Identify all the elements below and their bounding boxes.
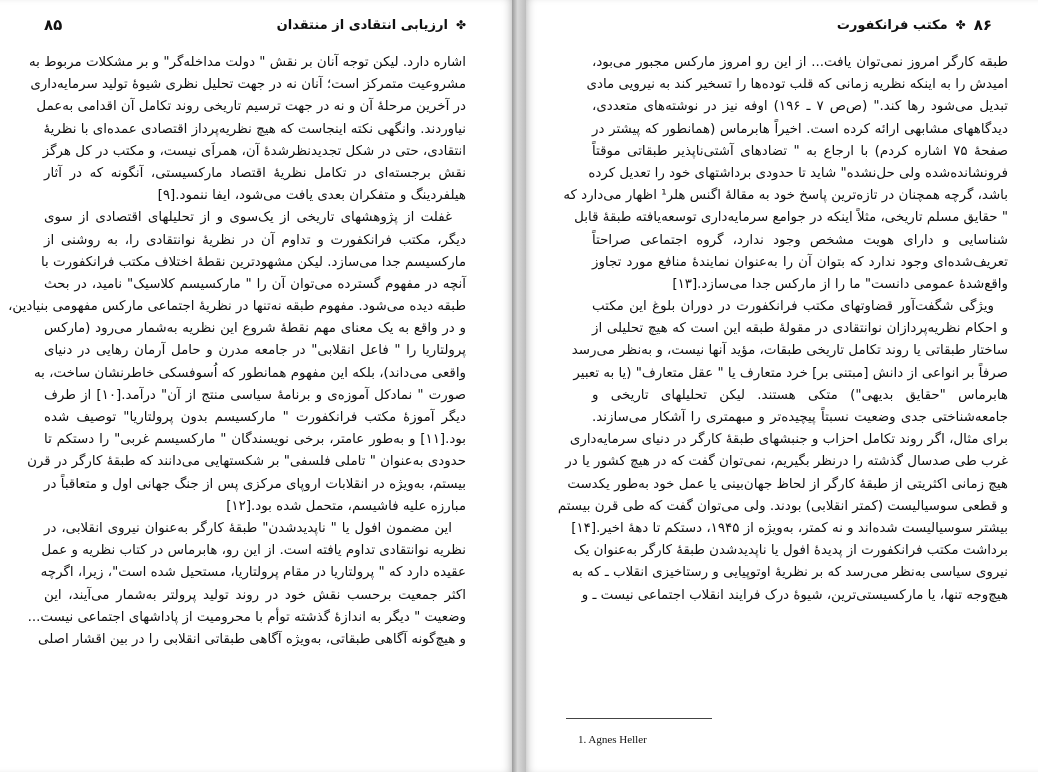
right-running-header <box>570 14 992 36</box>
text-line: صرفاً بر انواعی از دانش [مبتنی بر] خرد متعارف یا " عقل متعارف" (یا به تعبیر <box>573 365 1008 381</box>
running-title: ارزیابی انتقادی از منتقدان <box>276 17 448 33</box>
text-line: مبارزه علیه فاشیسم، متحمل شده بود.[۱۲] <box>226 498 466 514</box>
text-line: هیچ زمانی اکثریتی از طبقهٔ کارگر از لحاظ جهان‌بینی یا عمل خود به‌طور یکدست <box>567 476 1008 492</box>
text-line: طبقه دیده می‌شود. مفهوم طبقه نه‌تنها در نظریهٔ اجتماعی مارکس مفهومی بنیادین، <box>8 299 466 315</box>
text-line: تبدیل می‌شود رها کند." (ص‌ص ۷ ـ ۱۹۶) اوفه نیز در نوشته‌های متعددی، <box>592 99 1008 115</box>
text-line: واقع‌شدهٔ عمومی دانست" ما را از مارکس جدا می‌سازد.[۱۳] <box>672 276 1008 292</box>
text-line: و در واقع به یک معنای مهم نقطهٔ شروع این نظریه به‌شمار می‌رود (مارکس <box>44 321 466 337</box>
left-page <box>0 0 512 772</box>
text-line: باشد، گرچه همچنان در تازه‌ترین پاسخ خود به مقالهٔ اگنس هلر¹ اظهار می‌دارد که <box>563 188 1008 204</box>
text-line: هیلفردینگ و متفکران بعدی یافت می‌شود، ایفا ننمود.[۹] <box>157 188 466 204</box>
text-line: برداشت مکتب فرانکفورت از پدیدهٔ افول یا ناپدیدشدن طبقهٔ کارگر به‌عنوان یک <box>573 543 1008 559</box>
text-line: وضعیت " دیگر به اندازهٔ گذشته توأم با محرومیت از پاداشهای اجتماعی نیست... <box>27 609 466 625</box>
text-line: شناسایی و دارای هویت مشخص وجود ندارد، گروه اجتماعی صراحتاً <box>592 232 1008 248</box>
text-line: مارکسیسم جدا می‌سازد. لیکن مشهودترین نقطهٔ اختلاف مکتب فرانکفورت با <box>40 254 466 270</box>
text-line: حدودی به‌عنوان " تاملی فلسفی" بر شکستهایی می‌دانند که طبقهٔ کارگر در قرن <box>27 454 466 470</box>
text-line: هیچ‌وجه تنها، یا مارکسیستی‌ترین، شیوهٔ درک فرایند انقلاب اجتماعی نیست ـ و <box>581 587 1008 603</box>
text-line: نیروی سیاسی به‌نظر می‌رسد که بر نظریهٔ اوتوپیایی و رستاخیزی انقلاب ـ که به <box>571 565 1008 581</box>
text-line: پرولتاریا را " فاعل انقلابی" در جامعه مدرن و حامل آرمان رهایی در دنیای <box>44 343 466 359</box>
text-line: غرب طی صدسال گذشته را درنظر بگیریم، نمی‌توان گفت که در هیچ کشور یا در <box>565 454 1008 470</box>
book-gutter <box>512 0 526 772</box>
text-line: نیاوردند. وانگهی نکته اینجاست که هیچ نظریه‌پرداز اقتصادی عمده‌ای با نظریهٔ <box>43 121 466 137</box>
left-running-header <box>44 14 466 36</box>
text-line: غفلت از پژوهشهای تاریخی از یک‌سوی و از تحلیلهای اقتصادی از سوی <box>44 210 452 226</box>
running-title: مکتب فرانکفورت <box>836 17 948 33</box>
text-line: واقعی می‌داند)، بلکه این مفهوم همانطور که اُسوفسکی خاطرنشان ساخت، به <box>33 365 466 381</box>
ornament-icon: ✤ <box>455 18 466 32</box>
text-line: این مضمون افول یا " ناپدیدشدن" طبقهٔ کارگر به‌عنوان نیروی انقلابی، در <box>44 520 452 536</box>
text-line: عقیده دارد که " پرولتاریا در مقام پرولتاریا، مستحیل شده است"، زیرا، اگرچه <box>40 565 466 581</box>
text-line: اشاره دارد. لیکن توجه آنان بر نقش " دولت مداخله‌گر" و بر مشکلات مربوط به <box>28 55 466 70</box>
footnote: 1. Agnes Heller <box>578 734 647 746</box>
text-line: تعریف‌شده‌ای وجود ندارد که بتوان آن را به‌عنوان نمایندهٔ منافع مورد تجاوز <box>592 254 1008 270</box>
right-page <box>526 0 1038 772</box>
right-body-text <box>557 52 1008 766</box>
page-number: ۸۶ <box>973 16 992 34</box>
text-line: اکثر جمعیت برحسب نقش خود در روند تولید پرولتر به‌شمار می‌آیند، این <box>44 587 466 603</box>
text-line: ساختار طبقاتی یا روند تکامل تاریخی طبقات، مؤید آنها نیست، و به‌نظر می‌رسد <box>571 343 1008 359</box>
text-line: دیدگاههای مشابهی ارائه کرده است. اخیراً هابرماس (همانطور که پیشتر در <box>592 121 1008 137</box>
left-body-text <box>8 52 466 766</box>
text-line: نقش برجسته‌ای در تکامل نظریهٔ اقتصاد مارکسیستی، آنگونه که در آثار <box>44 165 466 181</box>
text-line: و احکام نظریه‌پردازان نوانتقادی در مقولهٔ طبقه این است که هیچ تحلیلی از <box>592 321 1008 337</box>
text-line: انتقادی، حتی در شکل تجدیدنظرشدهٔ آن، همراَی نیست، و مکتب در کل هرگز <box>42 143 466 159</box>
ornament-icon: ✤ <box>955 18 966 32</box>
text-line: برای مثال، اگر روند تکامل احزاب و جنبشهای طبقهٔ کارگر در دنیای سرمایه‌داری <box>569 432 1008 448</box>
text-line: " حقایق مسلم تاریخی، مثلاً اینکه در جوامع سرمایه‌داری توسعه‌یافته طبقهٔ قابل <box>574 210 1008 226</box>
text-line: بیشتر سوسیالیست شده‌اند و نه کمتر، به‌ویژه از ۱۹۴۵، دستکم تا دههٔ اخیر.[۱۴] <box>571 520 1008 536</box>
text-line: هابرماس "حقایق بدیهی") متکی هستند. لیکن تحلیلهای تاریخی و <box>592 387 1008 403</box>
text-line: و هیچ‌گونه آگاهی طبقاتی، به‌ویژه آگاهی طبقاتی انقلابی را در بین اقشار اصلی <box>38 631 466 647</box>
text-line: ویژگی شگفت‌آور قضاوتهای مکتب فرانکفورت در دوران بلوغ این مکتب <box>592 299 994 315</box>
text-line: و قطعی سوسیالیست (کمتر انقلابی) بودند. ولی می‌توان گفت که طی قرن بیستم <box>557 498 1008 514</box>
page-number: ۸۵ <box>44 16 63 34</box>
footnote-rule <box>566 718 712 719</box>
text-line: جامعه‌شناختی جدی وضعیت نسبتاً پیچیده‌تر و مبهمتری را آشکار می‌سازند. <box>592 410 1008 425</box>
text-line: بود.[۱۱] و به‌طور عامتر، برخی نویسندگان " مارکسیسم غربی" را دستکم تا <box>44 432 466 448</box>
text-line: دیگر، مکتب فرانکفورت و تداوم آن در نظریهٔ نوانتقادی را، به روشنی از <box>44 232 466 248</box>
text-line: بیستم، به‌ویژه در انقلابات اروپای مرکزی پس از جنگ جهانی اول و متعاقباً در <box>44 476 466 492</box>
text-line: در آخرین مرحلهٔ آن و نه در جهت ترسیم تاریخی روند تکامل آن اقدامی به‌عمل <box>36 99 466 115</box>
text-line: امیدش را به اینکه نظریه زمانی که قلب توده‌ها را تسخیر کند به نیرویی مادی <box>586 77 1008 93</box>
text-line: نظریه نوانتقادی تداوم یافته است. از این رو، هابرماس در کتاب نظریه و عمل <box>41 543 466 559</box>
text-line: طبقه کارگر امروز نمی‌توان یافت... از این رو امروز مارکس مجبور می‌بود، <box>592 55 1008 70</box>
text-line: صفحهٔ ۷۵ اشاره کردم) با ارجاع به " تضادهای آشتی‌ناپذیر طبقاتی موقتاً <box>592 143 1008 159</box>
text-line: دیگر آموزهٔ مکتب فرانکفورت " مارکسیسم بدون پرولتاریا" توصیف شده <box>44 410 466 425</box>
text-line: آنچه در مفهوم گسترده می‌توان آن را " مارکسیسم کلاسیک" نامید، در بحث <box>44 276 466 292</box>
text-line: صورت " نمادکل آموزه‌ی و برنامهٔ سیاسی منتج از آن" درآمد.[۱۰] از طرف <box>44 387 466 403</box>
text-line: فرونشانده‌شده ولی حل‌نشده" شاید تا حدودی برداشتهای خود را تعدیل کرده <box>588 165 1008 181</box>
text-line: مشروعیت متمرکز است؛ آنان نه در جهت تحلیل نظری شیوهٔ تولید سرمایه‌داری <box>30 77 466 93</box>
